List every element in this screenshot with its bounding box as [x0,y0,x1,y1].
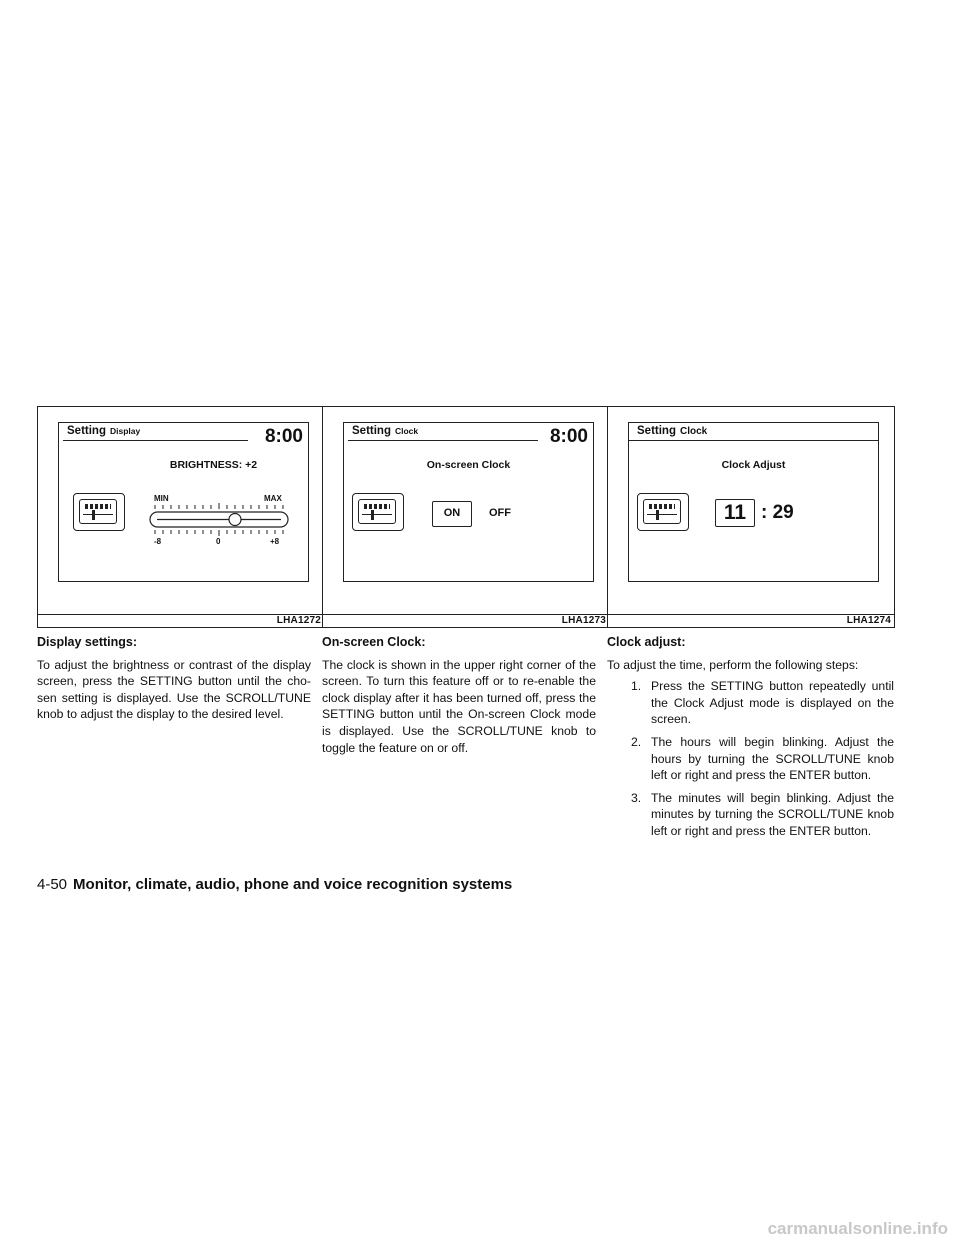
list-item [622,678,894,728]
brightness-label: BRIGHTNESS: +2 [169,459,258,471]
section-heading: Display settings: [37,635,138,649]
scale-mid-label: 0 [216,537,221,546]
step-number: 3. [631,790,642,805]
scroll-tune-knob-icon [352,493,404,531]
figure-code: LHA1273 [561,615,606,626]
setting-label: Setting [352,425,391,437]
clock-time: 8:00 [549,426,588,447]
screen-header [637,425,707,437]
setting-label: Setting [67,425,106,437]
screen-mode-label: Clock [394,426,419,436]
screen-header [67,425,140,437]
step-number: 1. [631,679,642,694]
figure-onscreen-clock [322,406,610,628]
header-divider [63,440,248,441]
step-text: Press the SETTING button repeatedly until the Clock Adjust mode is displayed on the screen. [651,679,894,727]
onscreen-clock-section [322,634,596,756]
clock-adjust-section [607,634,894,846]
display-screen [58,422,309,582]
hours-value: 11 [715,499,755,527]
display-settings-section [37,634,311,723]
figure-clock-adjust [607,406,895,628]
figure-code: LHA1274 [846,615,891,626]
screen-mode-label: Clock [679,426,708,437]
clock-adjust-label: Clock Adjust [721,459,786,471]
scroll-tune-knob-icon [637,493,689,531]
screen-header [352,425,418,437]
onscreen-clock-label: On-screen Clock [426,459,511,471]
section-body: The clock is shown in the upper right corner of the screen. To turn this feature off or to re-enable the clock display after it has been turned off, press the SETTING button until the On-screen Clock mode is displayed. Use the SCROLL/TUNE knob to toggle the feature on or off. [322,657,596,755]
scale-left-label: -8 [154,537,162,546]
slider-thumb [229,514,241,526]
clock-screen [343,422,594,582]
section-heading: On-screen Clock: [322,635,426,649]
step-number: 2. [631,734,642,749]
minutes-value: : 29 [761,502,794,523]
list-item [622,790,894,840]
section-heading: Clock adjust: [607,635,686,649]
steps-list [622,678,894,839]
off-label: OFF [489,507,511,519]
figure-display-settings [37,406,325,628]
scale-right-label: +8 [270,537,280,546]
list-item [622,734,894,784]
slider-max-label: MAX [264,494,282,503]
step-text: The minutes will begin blinking. Adjust the minutes by turning the SCROLL/TUNE knob left or right and press the ENTER button. [651,790,894,838]
setting-label: Setting [637,425,676,437]
slider-min-label: MIN [154,494,169,503]
section-body: To adjust the brightness or contrast of the display screen, press the SETTING button until the cho-sen setting is displayed. Use the SCROLL/TUNE knob to adjust the display to the desired level. [37,657,311,722]
header-divider [348,440,538,441]
on-button: ON [432,501,472,527]
scroll-tune-knob-icon [73,493,125,531]
section-intro: To adjust the time, perform the following steps: [607,657,859,672]
page-footer [37,876,512,893]
clock-time: 8:00 [264,426,303,447]
step-text: The hours will begin blinking. Adjust the hours by turning the SCROLL/TUNE knob left or right and press the ENTER button. [651,734,894,783]
chapter-title: Monitor, climate, audio, phone and voice recognition systems [73,876,513,893]
figure-code: LHA1272 [276,615,321,626]
watermark: carmanualsonline.info [767,1219,948,1238]
header-divider [629,440,878,441]
page-number: 4-50 [37,876,68,893]
clock-adjust-screen [628,422,879,582]
screen-mode-label: Display [109,426,141,436]
